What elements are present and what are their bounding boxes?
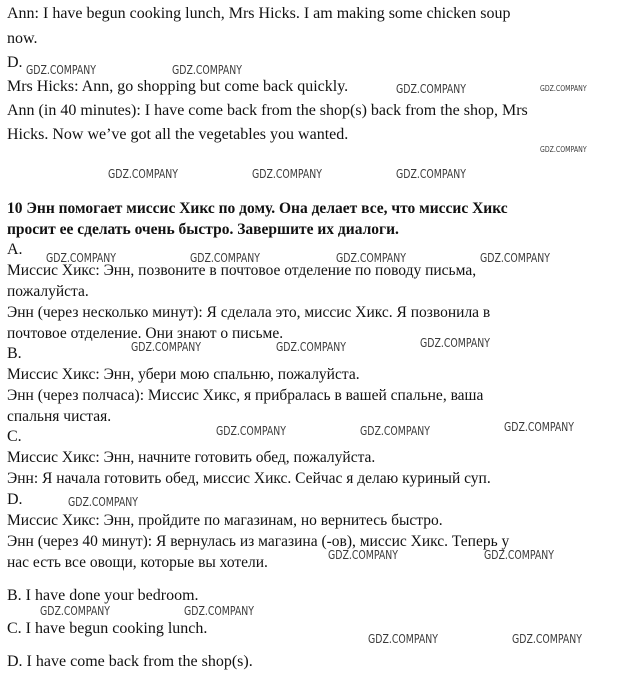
section-label: D. (7, 54, 23, 71)
watermark: GDZ.COMPANY (396, 167, 467, 181)
watermark: GDZ.COMPANY (108, 167, 179, 181)
watermark: GDZ.COMPANY (480, 251, 551, 265)
watermark: GDZ.COMPANY (360, 424, 431, 438)
text-line: пожалуйста. (7, 283, 89, 300)
text-line: Ann (in 40 minutes): I have come back from the shop(s) back from the shop, Mrs (7, 102, 528, 119)
answer-line: D. I have come back from the shop(s). (7, 653, 253, 670)
watermark: GDZ.COMPANY (484, 548, 555, 562)
watermark: GDZ.COMPANY (396, 82, 467, 96)
watermark: GDZ.COMPANY (40, 604, 111, 618)
text-line: now. (7, 30, 38, 47)
text-line: Энн (через несколько минут): Я сделала это, миссис Хикс. Я позвонила в (7, 304, 491, 321)
text-line: Миссис Хикс: Энн, пройдите по магазинам, но вернитесь быстро. (7, 512, 443, 529)
watermark: GDZ.COMPANY (26, 63, 97, 77)
text-line: спальня чистая. (7, 408, 112, 425)
text-line: Миссис Хикс: Энн, убери мою спальню, пожалуйста. (7, 366, 360, 383)
exercise-heading: 10 Энн помогает миссис Хикс по дому. Она делает все, что миссис Хикс (7, 200, 508, 217)
section-label: B. (7, 345, 22, 362)
watermark: GDZ.COMPANY (540, 84, 587, 93)
watermark: GDZ.COMPANY (46, 251, 117, 265)
text-line: нас есть все овощи, которые вы хотели. (7, 554, 268, 571)
watermark: GDZ.COMPANY (184, 604, 255, 618)
watermark: GDZ.COMPANY (328, 548, 399, 562)
watermark: GDZ.COMPANY (190, 251, 261, 265)
watermark: GDZ.COMPANY (216, 424, 287, 438)
section-label: A. (7, 241, 23, 258)
text-line: Миссис Хикс: Энн, начните готовить обед, пожалуйста. (7, 449, 376, 466)
text-line: Миссис Хикс: Энн, позвоните в почтовое отделение по поводу письма, (7, 262, 477, 279)
watermark: GDZ.COMPANY (504, 420, 575, 434)
section-label: C. (7, 428, 22, 445)
watermark: GDZ.COMPANY (68, 495, 139, 509)
exercise-heading: просит ее сделать очень быстро. Завершите их диалоги. (7, 221, 399, 238)
watermark: GDZ.COMPANY (131, 340, 202, 354)
text-line: Энн (через полчаса): Миссис Хикс, я прибралась в вашей спальне, ваша (7, 387, 484, 404)
text-line: Mrs Hicks: Ann, go shopping but come back quickly. (7, 78, 349, 95)
watermark: GDZ.COMPANY (420, 336, 491, 350)
watermark: GDZ.COMPANY (172, 63, 243, 77)
watermark: GDZ.COMPANY (252, 167, 323, 181)
watermark: GDZ.COMPANY (512, 632, 583, 646)
section-label: D. (7, 491, 23, 508)
watermark: GDZ.COMPANY (540, 145, 587, 154)
text-line: Энн: Я начала готовить обед, миссис Хикс. Сейчас я делаю куриный суп. (7, 470, 491, 487)
watermark: GDZ.COMPANY (368, 632, 439, 646)
text-line: Hicks. Now we’ve got all the vegetables you wanted. (7, 126, 349, 143)
answer-line: B. I have done your bedroom. (7, 587, 199, 604)
text-line: Ann: I have begun cooking lunch, Mrs Hicks. I am making some chicken soup (7, 5, 511, 22)
watermark: GDZ.COMPANY (336, 251, 407, 265)
text-line: Энн (через 40 минут): Я вернулась из магазина (-ов), миссис Хикс. Теперь у (7, 533, 510, 550)
watermark: GDZ.COMPANY (276, 340, 347, 354)
answer-line: C. I have begun cooking lunch. (7, 620, 208, 637)
text-line: почтовое отделение. Они знают о письме. (7, 325, 284, 342)
